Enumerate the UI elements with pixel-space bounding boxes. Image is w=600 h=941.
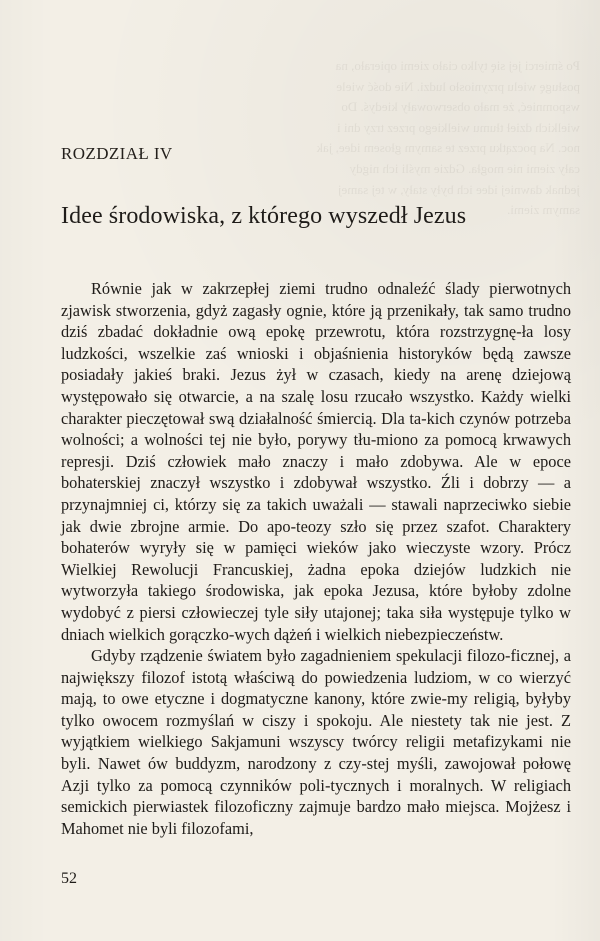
body-text [61,278,571,839]
chapter-label: ROZDZIAŁ IV [61,144,173,163]
paragraph-1: Równie jak w zakrzepłej ziemi trudno odnaleźć ślady pierwotnych zjawisk stworzenia, gdyż zagasły ognie, które ją przenikały, tak samo trudno dziś zbadać dokładnie ową epokę przewrotu, która rozstrzygnę-ła losy ludzkości, wszelkie zaś wnioski i objaśnienia historyków będą zawsze posiadały jakieś braki. Jezus żył w czasach, kiedy na arenę dziejową występowało się otwarcie, a na szalę losu rzucało wszystko. Każdy wielki charakter pieczętował swą działalność śmiercią. Dla ta-kich czynów potrzeba wolności; a wolności tej nie było, porywy tłu-miono za pomocą krwawych represji. Dziś człowiek mało znaczy i mało zdobywa. Ale w epoce bohaterskiej znaczył wszystko i zdobywał wszystko. Źli i dobrzy — a przynajmniej ci, którzy się za takich uważali — stawali naprzeciwko siebie jak dwie zbrojne armie. Do apo-teozy szło się przez szafot. Charaktery bohaterów wyryły się w pamięci wieków jako wieczyste wzory. Prócz Wielkiej Rewolucji Francuskiej, żadna epoka dziejów ludzkich nie wytworzyła takiego środowiska, jak epoka Jezusa, które byłoby zdolne wydobyć z piersi człowieczej tyle siły utajonej; taka siła występuje tylko w dniach wielkich gorączko-wych dążeń i wielkich niebezpieczeństw. [61,279,571,644]
page-number: 52 [61,870,77,887]
chapter-title: Idee środowiska, z którego wyszedł Jezus [61,203,467,229]
paragraph-2: Gdyby rządzenie światem było zagadnieniem spekulacji filozo-ficznej, a największy filozof istotą właściwą do powiedzenia ludziom, w co wierzyć mają, to owe etyczne i dogmatyczne kanony, które zwie-my religią, byłyby tylko owocem rozmyślań w ciszy i spokoju. Ale niestety tak nie jest. Z wyjątkiem wielkiego Sakjamuni wszyscy twórcy religii metafizykami nie byli. Nawet ów buddyzm, narodzony z czy-stej myśli, zawojował połowę Azji tylko za pomocą czynników poli-tycznych i moralnych. W religiach semickich pierwiastek filozoficzny zajmuje bardzo mało miejsca. Mojżesz i Mahomet nie byli filozofami, [61,646,571,838]
reverse-page-show-through: Po śmierci jej się tylko ciało ziemi opierało, na posługę wielu przyniosło ludzi. Nie dość wiele wspomnieć, że mało obserwowały kiedyś. Do wielkich dzieł tłumu wielkiego przez trzy dni i noc. Na początku przez te samym głosem idee, jak cały ziemi nie mogła. Gdzie myśli ich nigdy jednak dawniej idee ich były stały, w tej samej samym ziemi. [316,58,580,218]
